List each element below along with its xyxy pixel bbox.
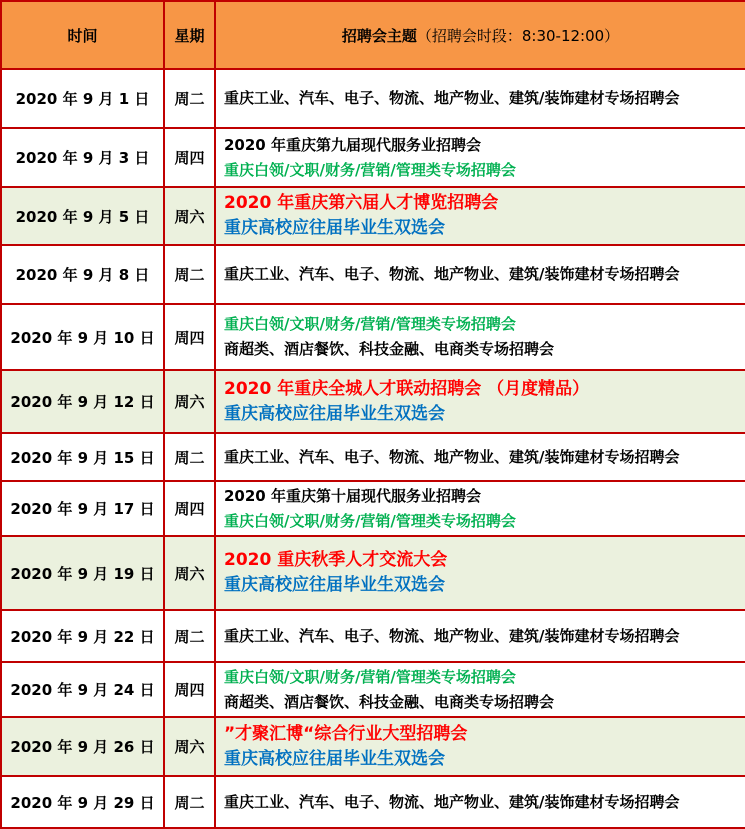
topic-line: 重庆白领/文职/财务/营销/管理类专场招聘会 (224, 315, 516, 333)
topic-cell (215, 610, 745, 662)
topic-cell (215, 481, 745, 536)
weekday-cell: 周六 (164, 370, 215, 433)
header-weekday: 星期 (164, 1, 215, 69)
topic-line: 重庆高校应往届毕业生双选会 (224, 218, 445, 238)
table-row (1, 304, 745, 370)
table-row (1, 245, 745, 304)
header-topic (215, 1, 745, 69)
table-row (1, 610, 745, 662)
topic-cell (215, 187, 745, 245)
date-cell: 2020 年 9 月 5 日 (1, 187, 164, 245)
date-cell: 2020 年 9 月 26 日 (1, 717, 164, 776)
header-topic-label: 招聘会主题 (341, 26, 417, 45)
weekday-cell: 周二 (164, 776, 215, 828)
header-topic-note: （招聘会时段：8:30-12:00） (416, 26, 620, 45)
topic-line: 重庆高校应往届毕业生双选会 (224, 575, 445, 595)
table-row (1, 128, 745, 187)
topic-line: 商超类、酒店餐饮、科技金融、电商类专场招聘会 (224, 692, 555, 711)
topic-line: 2020 年重庆第六届人才博览招聘会 (224, 193, 499, 213)
topic-line: 商超类、酒店餐饮、科技金融、电商类专场招聘会 (224, 340, 555, 358)
table-row (1, 187, 745, 245)
weekday-cell: 周六 (164, 187, 215, 245)
table-header-row (1, 1, 745, 69)
topic-cell (215, 128, 745, 187)
topic-line: 重庆工业、汽车、电子、物流、地产物业、建筑/装饰建材专场招聘会 (224, 792, 680, 811)
weekday-cell: 周六 (164, 536, 215, 610)
weekday-cell: 周四 (164, 481, 215, 536)
topic-line: 重庆工业、汽车、电子、物流、地产物业、建筑/装饰建材专场招聘会 (224, 89, 680, 107)
weekday-cell: 周四 (164, 128, 215, 187)
topic-cell (215, 662, 745, 717)
topic-line: 重庆工业、汽车、电子、物流、地产物业、建筑/装饰建材专场招聘会 (224, 626, 680, 645)
table-row (1, 481, 745, 536)
topic-cell (215, 370, 745, 433)
topic-cell (215, 69, 745, 128)
table-row (1, 433, 745, 481)
table-row (1, 662, 745, 717)
date-cell: 2020 年 9 月 3 日 (1, 128, 164, 187)
weekday-cell: 周四 (164, 662, 215, 717)
table-row (1, 370, 745, 433)
topic-cell (215, 776, 745, 828)
date-cell: 2020 年 9 月 1 日 (1, 69, 164, 128)
date-cell: 2020 年 9 月 12 日 (1, 370, 164, 433)
table-row (1, 776, 745, 828)
topic-line: 重庆工业、汽车、电子、物流、地产物业、建筑/装饰建材专场招聘会 (224, 447, 680, 466)
date-cell: 2020 年 9 月 29 日 (1, 776, 164, 828)
topic-line: 重庆白领/文职/财务/营销/管理类专场招聘会 (224, 511, 516, 530)
weekday-cell: 周二 (164, 610, 215, 662)
table-row (1, 717, 745, 776)
topic-line: 重庆工业、汽车、电子、物流、地产物业、建筑/装饰建材专场招聘会 (224, 265, 680, 283)
topic-cell (215, 717, 745, 776)
topic-line: 2020 年重庆全城人才联动招聘会 （月度精品） (224, 378, 590, 399)
date-cell: 2020 年 9 月 24 日 (1, 662, 164, 717)
date-cell: 2020 年 9 月 17 日 (1, 481, 164, 536)
topic-line: ”才聚汇博“综合行业大型招聘会 (224, 723, 468, 744)
date-cell: 2020 年 9 月 10 日 (1, 304, 164, 370)
topic-cell (215, 433, 745, 481)
table-row (1, 536, 745, 610)
date-cell: 2020 年 9 月 8 日 (1, 245, 164, 304)
topic-line: 2020 年重庆第九届现代服务业招聘会 (224, 135, 481, 154)
date-cell: 2020 年 9 月 15 日 (1, 433, 164, 481)
table-row (1, 69, 745, 128)
weekday-cell: 周二 (164, 69, 215, 128)
topic-cell (215, 304, 745, 370)
topic-line: 重庆高校应往届毕业生双选会 (224, 403, 445, 424)
weekday-cell: 周二 (164, 245, 215, 304)
weekday-cell: 周四 (164, 304, 215, 370)
topic-line: 2020 年重庆第十届现代服务业招聘会 (224, 486, 481, 505)
topic-line: 2020 重庆秋季人才交流大会 (224, 550, 448, 570)
table-body (1, 69, 745, 828)
weekday-cell: 周二 (164, 433, 215, 481)
topic-cell (215, 536, 745, 610)
topic-line: 重庆白领/文职/财务/营销/管理类专场招聘会 (224, 160, 516, 179)
weekday-cell: 周六 (164, 717, 215, 776)
date-cell: 2020 年 9 月 22 日 (1, 610, 164, 662)
topic-line: 重庆白领/文职/财务/营销/管理类专场招聘会 (224, 667, 516, 686)
date-cell: 2020 年 9 月 19 日 (1, 536, 164, 610)
topic-line: 重庆高校应往届毕业生双选会 (224, 748, 445, 769)
topic-cell (215, 245, 745, 304)
header-time: 时间 (1, 1, 164, 69)
